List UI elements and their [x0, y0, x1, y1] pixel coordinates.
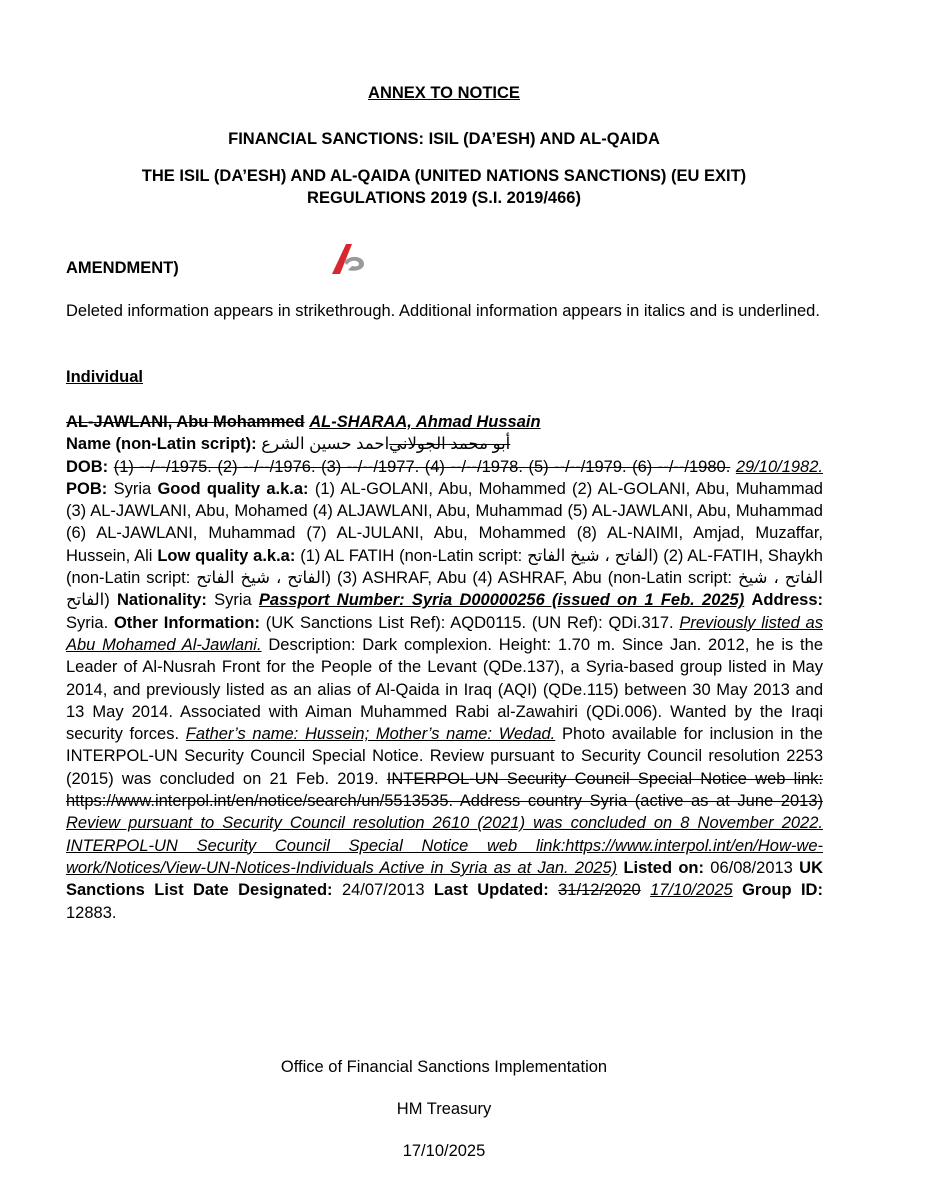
nonlatin-deleted: أبو محمد الجولاني: [389, 435, 511, 454]
other-info-1: (UK Sanctions List Ref): AQD0115. (UN Ref): QDi.317.: [265, 613, 674, 632]
group-id-label: Group ID:: [742, 881, 823, 900]
section-heading: Individual: [66, 368, 144, 386]
regulations-line-2: REGULATIONS 2019 (S.I. 2019/466): [307, 189, 581, 207]
listed-on-value: 06/08/2013: [710, 858, 793, 877]
last-updated-new: 17/10/2025: [650, 881, 733, 900]
nonlatin-label: Name (non-Latin script):: [66, 435, 257, 454]
dob-label: DOB:: [66, 457, 109, 476]
regulations-line-1: THE ISIL (DA’ESH) AND AL-QAIDA (UNITED NATIONS SANCTIONS) (EU EXIT): [141, 167, 747, 185]
group-id-value: 12883.: [66, 903, 117, 922]
watermark-logo-icon: [330, 240, 370, 276]
footer-date: 17/10/2025: [402, 1142, 486, 1160]
pob-value: Syria: [113, 479, 152, 498]
last-updated-label: Last Updated:: [433, 881, 549, 900]
listed-on-label: Listed on:: [623, 858, 704, 877]
uk-designated-label: UK Sanctions List Date Designated:: [66, 858, 823, 900]
passport-new: Passport Number: Syria D00000256 (issued on 1 Feb. 2025): [258, 591, 745, 610]
other-info-label: Other Information:: [113, 613, 260, 632]
uk-designated-value: 24/07/2013: [341, 881, 425, 900]
nationality-label: Nationality:: [116, 591, 207, 610]
review-new: Review pursuant to Security Council resolution 2610 (2021) was concluded on 8 November 2022. INTERPOL-UN Security Council Special Notice web link:https://www.interpol.int/en/How-we-work/Notices/View-UN-Notices-Individuals Active in Syria as at Jan. 2025): [66, 814, 823, 877]
nonlatin-new: احمد حسين الشرع: [261, 435, 390, 454]
dob-deleted: (1) --/--/1975. (2) --/--/1976. (3) --/--/1977. (4) --/--/1978. (5) --/--/1979. (6) --/--/1980.: [113, 457, 731, 476]
nationality-value: Syria: [214, 591, 252, 610]
amendment-label: AMENDMENT): [66, 259, 179, 277]
sanctions-entry: [66, 411, 823, 924]
deleted-name: AL-JAWLANI, Abu Mohammed: [66, 413, 305, 431]
address-label: Address:: [751, 591, 823, 610]
low-aka-label: Low quality a.k.a:: [157, 546, 296, 565]
other-info-3: Photo available for inclusion in the INTERPOL-UN Security Council Special Notice. Review pursuant to Security Council resolution 2253 (2015) was concluded on 21 Feb. 2019.: [66, 725, 823, 788]
dob-new: 29/10/1982.: [735, 457, 823, 476]
pob-label: POB:: [66, 479, 108, 498]
amendment-note: Deleted information appears in strikethrough. Additional information appears in italics and is underlined.: [66, 302, 820, 320]
footer-office: Office of Financial Sanctions Implementation: [280, 1058, 608, 1076]
footer-department: HM Treasury: [396, 1100, 492, 1118]
good-aka-label: Good quality a.k.a:: [157, 479, 309, 498]
low-aka-1: (1) AL FATIH (non-Latin script: الفاتح ، شيخ الفاتح): [300, 546, 659, 565]
parents-new: Father’s name: Hussein; Mother’s name: Wedad.: [185, 725, 556, 744]
new-name: AL-SHARAA, Ahmad Hussain: [309, 413, 541, 431]
address-value: Syria.: [66, 613, 109, 632]
last-updated-deleted: 31/12/2020: [558, 881, 641, 900]
annex-title: ANNEX TO NOTICE: [368, 84, 520, 102]
previously-listed-new: Previously listed as Abu Mohamed Al-Jawlani.: [66, 613, 823, 654]
good-aka-value: (1) AL-GOLANI, Abu, Mohammed (2) AL-GOLANI, Abu, Muhammad (3) AL-JAWLANI, Abu, Mohamed (4) ALJAWLANI, Abu, Muhammad (5) AL-JAWLANI, Abu, Muhammad (6) AL-JAWLANI, Muhammad (7) AL-JULANI, Abu, Mohammed (8) AL-NAIMI, Amjad, Muzaffar, Hussein, Ali: [66, 479, 823, 565]
interpol-deleted: INTERPOL-UN Security Council Special Notice web link: https://www.interpol.int/en/notice/search/un/5513535. Address country Syria (active as at June 2013): [66, 769, 823, 811]
low-aka-2: (2) AL-FATIH, Shaykh (non-Latin script: الفاتح ، شيخ الفاتح): [66, 546, 823, 588]
regime-title: FINANCIAL SANCTIONS: ISIL (DA’ESH) AND AL-QAIDA: [228, 130, 660, 148]
low-aka-3: (3) ASHRAF, Abu (4) ASHRAF, Abu (non-Latin script: الفاتح ، شيخ الفاتح): [66, 569, 823, 610]
other-info-2: Description: Dark complexion. Height: 1.70 m. Since Jan. 2012, he is the Leader of Al-Nusrah Front for the People of the Levant (QDe.137), a Syria-based group listed in May 2014, and previously listed as an alias of Al-Qaida in Iraq (AQI) (QDe.115) between 30 May 2013 and 13 May 2014. Associated with Aiman Muhammed Rabi al-Zawahiri (QDi.006). Wanted by the Iraqi security forces.: [66, 635, 823, 744]
